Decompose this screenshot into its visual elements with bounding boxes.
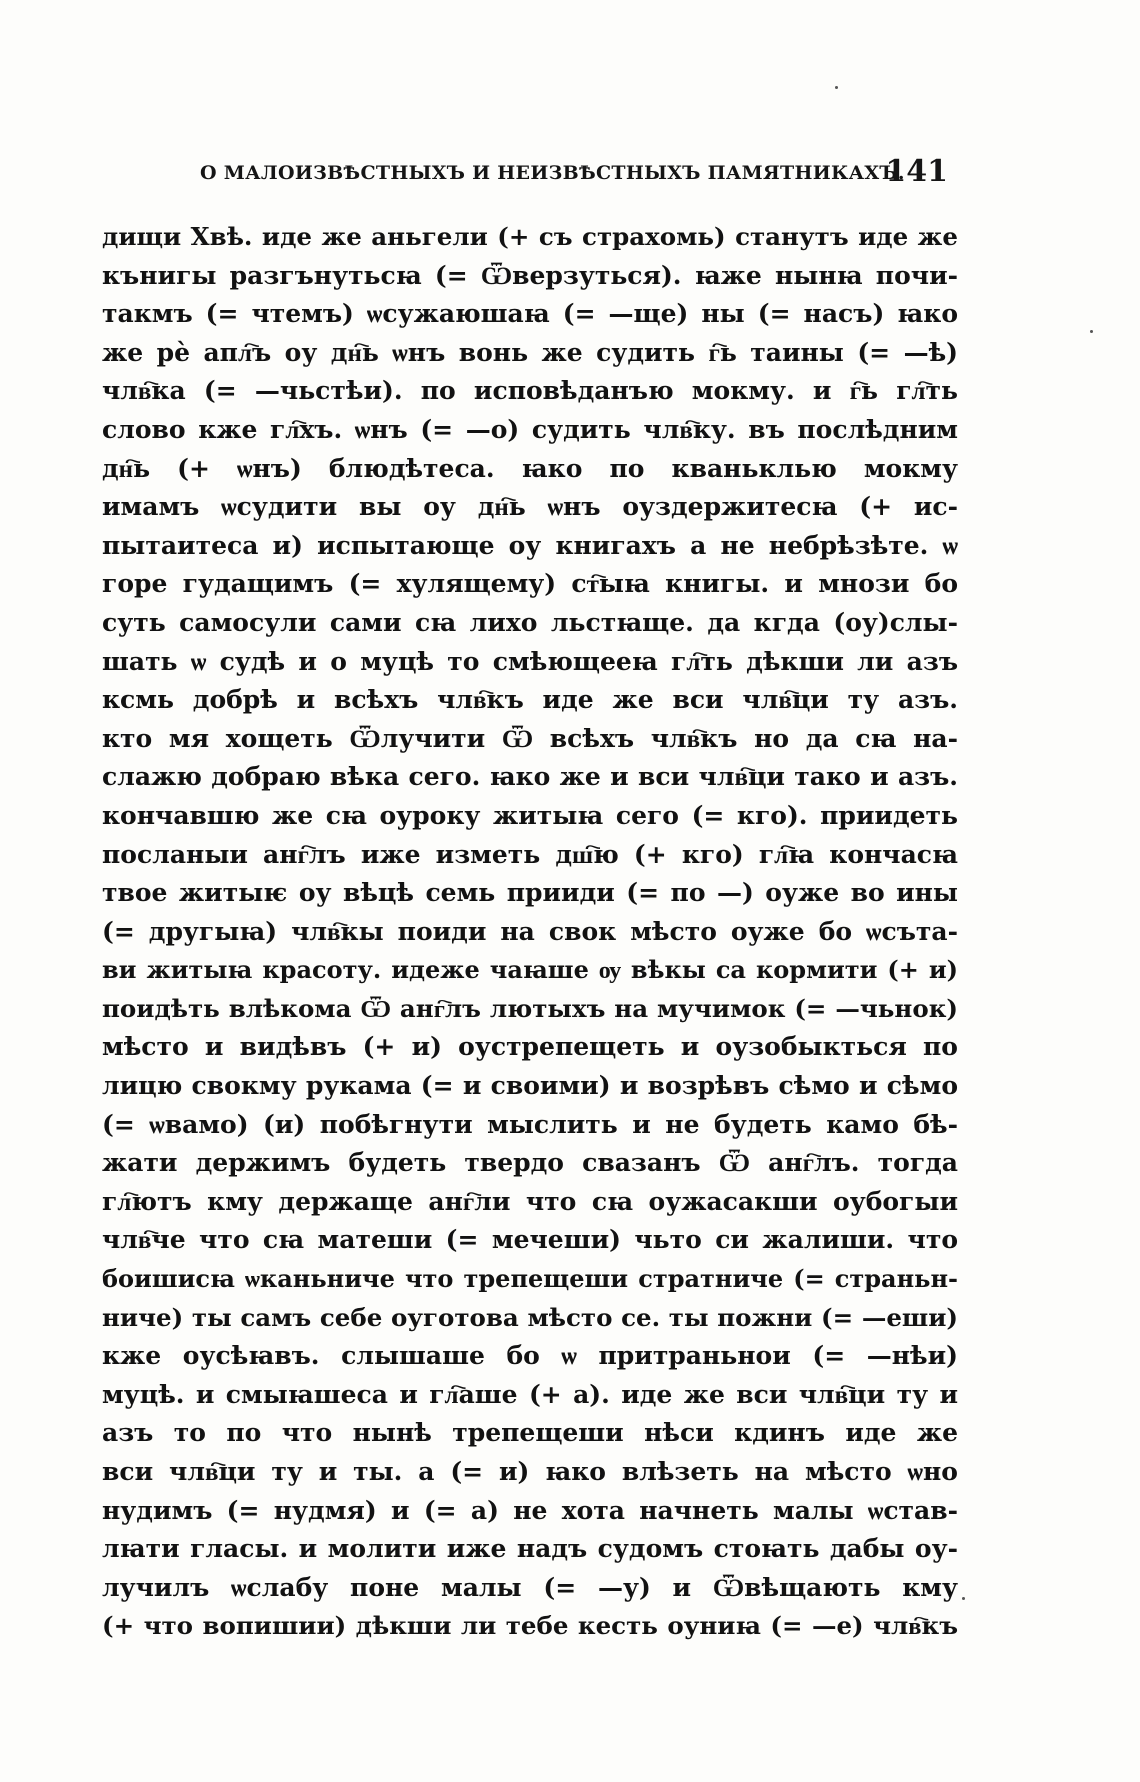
text-line: члв҇ка (= —чьстѣи). по исповѣданъю мокму. и г҇ь гл҇ть	[102, 376, 958, 406]
text-line: ниче) ты самъ себе оуготова мѣсто се. ты пожни (= —еши)	[102, 1302, 958, 1332]
text-line: пытаитеса и) испытающе оу книгахъ а не небрѣзѣте. ѡ	[102, 530, 958, 560]
text-line: гл҇ютъ кму держаще анг҇ли что сꙗ оужасакши оубогыи	[102, 1186, 958, 1216]
text-line: муцѣ. и смыꙗшеса и гл҇аше (+ а). иде же вси члв҇ци ту и	[102, 1379, 958, 1409]
text-line: лицю свокму рукама (= и своими) и возрѣвъ сѣмо и сѣмо	[102, 1071, 958, 1101]
text-line: слово кже гл҇хъ. ѡнъ (= —о) судить члв҇ку. въ послѣдним	[102, 414, 958, 444]
running-head	[200, 152, 960, 192]
text-line: ксмь добрѣ и всѣхъ члв҇къ иде же вси члв҇ци ту азъ.	[102, 685, 958, 715]
text-line: кто мя хощеть Ѿлучити Ѿ всѣхъ члв҇къ но да сꙗ на-	[102, 723, 958, 753]
text-line: лучилъ ѡслабу поне малы (= —у) и Ѿвѣщають кму	[102, 1572, 958, 1602]
text-line: боишисꙗ ѡканьниче что трепещеши стратниче (= страньн-	[102, 1264, 958, 1294]
text-line: имамъ ѡсудити вы оу дн҇ь ѡнъ оуздержитесꙗ (+ ис-	[102, 492, 958, 522]
text-line: ви житыꙗ красоту. идеже чаꙗше ѹ вѣкы са кормити (+ и)	[102, 955, 958, 985]
text-line: (= другыꙗ) члв҇кы поиди на свок мѣсто оуже бо ѡсъта-	[102, 916, 958, 946]
text-line: жати держимъ будеть твердо свазанъ Ѿ анг҇лъ. тогда	[102, 1148, 958, 1178]
body-text	[102, 218, 958, 1646]
print-speck	[835, 86, 838, 89]
text-line: лꙗти гласы. и молити иже надъ судомъ стоꙗть дабы оу-	[102, 1534, 958, 1564]
text-line: (+ что вопишии) дѣкши ли тебе кесть оуниꙗ (= —е) члв҇къ	[102, 1611, 958, 1641]
text-line: кончавшю же сꙗ оуроку житыꙗ сего (= кго). приидеть	[102, 800, 958, 830]
print-speck	[1090, 330, 1093, 333]
text-line: нудимъ (= нудмя) и (= а) не хота начнеть малы ѡстав-	[102, 1495, 958, 1525]
text-line: посланыи анг҇лъ иже изметь дш҇ю (+ кго) гл҇ꙗ кончасꙗ	[102, 839, 958, 869]
page-number: 141	[885, 154, 948, 189]
text-line: слажю добраю вѣка сего. ꙗко же и вси члв҇ци тако и азъ.	[102, 762, 958, 792]
text-line: суть самосули сами сꙗ лихо льстꙗще. да кгда (оу)слы-	[102, 607, 958, 637]
text-line: дищи Хвѣ. иде же аньгели (+ съ страхомь) станутъ иде же	[102, 222, 958, 251]
text-line: кже оусѣꙗвъ. слышаше бо ѡ притраньнои (= —нѣи)	[102, 1341, 958, 1371]
text-line: горе гудащимъ (= хулящему) ст҇ыꙗ книгы. и мнози бо	[102, 569, 958, 599]
text-line: такмъ (= чтемъ) ѡсужаюшаꙗ (= —ще) ны (= насъ) ꙗко	[102, 299, 958, 329]
text-line: дн҇ь (+ ѡнъ) блюдѣтеса. ꙗко по кваньклью мокму	[102, 453, 958, 483]
text-line: кънигы разгънутьсꙗ (= Ѿверзуться). ꙗже нынꙗ почи-	[102, 260, 958, 290]
running-title: О МАЛОИЗВѢСТНЫХЪ И НЕИЗВѢСТНЫХЪ ПАМЯТНИКАХЪ.	[200, 162, 905, 184]
print-speck	[962, 1597, 965, 1600]
text-line: мѣсто и видѣвъ (+ и) оустрепещеть и оузобыкться по	[102, 1032, 958, 1062]
text-line: члв҇че что сꙗ матеши (= мечеши) чьто си жалиши. что	[102, 1225, 958, 1255]
text-line: твое житыѥ оу вѣцѣ семь прииди (= по —) оуже во ины	[102, 878, 958, 908]
text-line: азъ то по что нынѣ трепещеши нѣси кдинъ иде же	[102, 1418, 958, 1448]
text-line: же рѐ апл҇ъ оу дн҇ь ѡнъ вонь же судить г҇ь таины (= —ѣ)	[102, 337, 958, 367]
text-line: поидѣть влѣкома Ѿ анг҇лъ лютыхъ на мучимок (= —чьнок)	[102, 993, 958, 1023]
text-line: шать ѡ судѣ и о муцѣ то смѣющееꙗ гл҇ть дѣкши ли азъ	[102, 646, 958, 676]
text-line: вси члв҇ци ту и ты. а (= и) ꙗко влѣзеть на мѣсто ѡно	[102, 1457, 958, 1486]
text-line: (= ѡвамо) (и) побѣгнути мыслить и не будеть камо бѣ-	[102, 1109, 958, 1139]
